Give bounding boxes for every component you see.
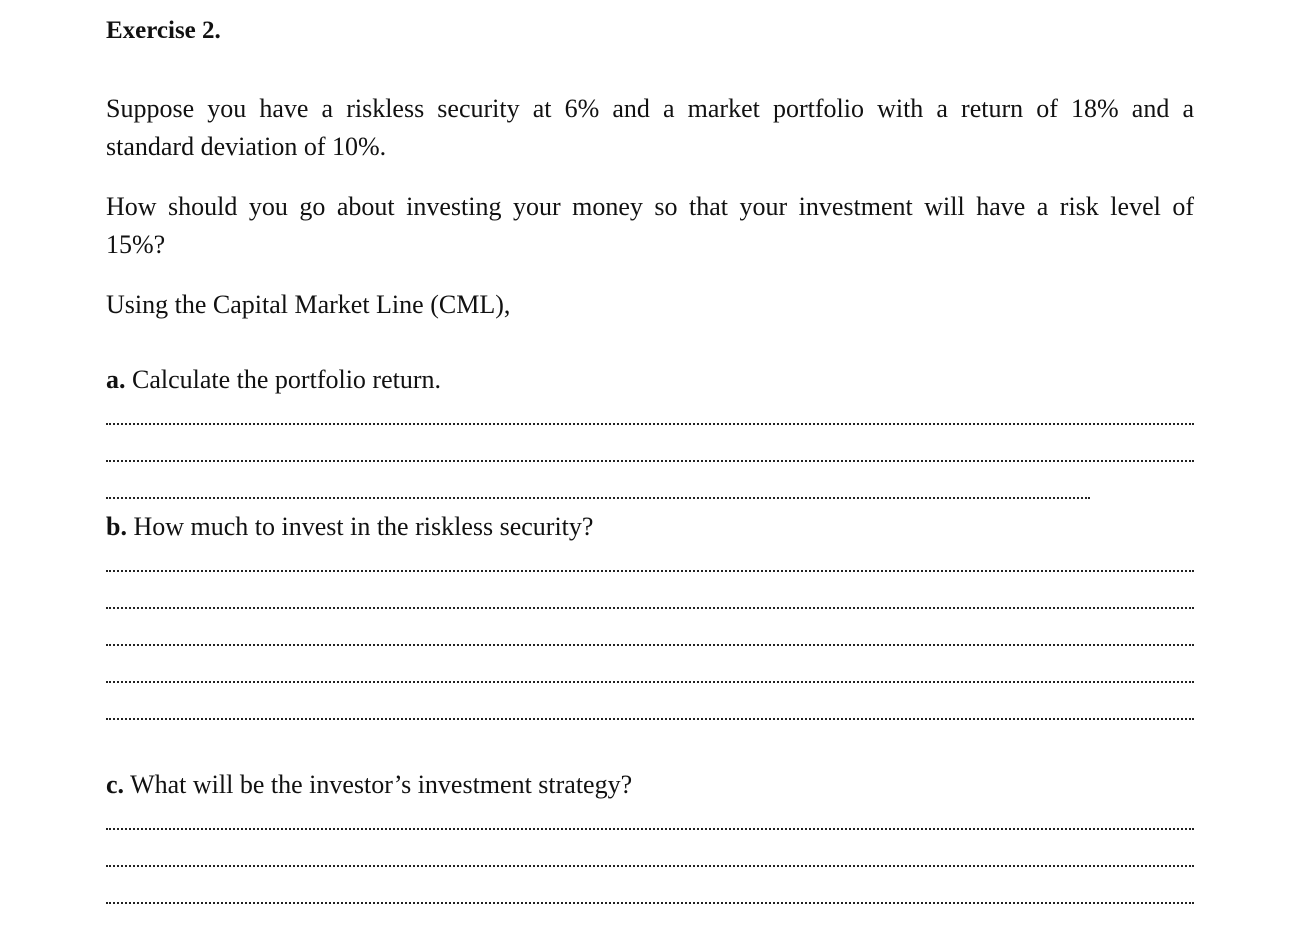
answer-line-b-2[interactable] bbox=[106, 607, 1194, 609]
intro-line-1: Suppose you have a riskless security at 6% and a market portfolio with a return of 18% and a bbox=[106, 94, 1194, 123]
answer-line-b-5[interactable] bbox=[106, 718, 1194, 720]
answer-line-a-3[interactable] bbox=[106, 497, 1090, 499]
answer-line-a-1[interactable] bbox=[106, 423, 1194, 425]
part-c-letter: c. bbox=[106, 770, 125, 799]
part-b-text: How much to invest in the riskless security? bbox=[126, 512, 594, 541]
answer-line-c-1[interactable] bbox=[106, 828, 1194, 830]
part-b-letter: b. bbox=[106, 512, 127, 541]
answer-line-b-1[interactable] bbox=[106, 570, 1194, 572]
intro-line-2: standard deviation of 10%. bbox=[106, 132, 387, 161]
answer-line-a-2[interactable] bbox=[106, 460, 1194, 462]
question-line-2: 15%? bbox=[106, 230, 166, 259]
exercise-title: Exercise 2. bbox=[106, 17, 221, 44]
part-c-text: What will be the investor’s investment strategy? bbox=[124, 770, 633, 799]
question-line-1: How should you go about investing your money so that your investment will have a risk level of bbox=[106, 192, 1194, 221]
part-c-question bbox=[106, 766, 632, 804]
part-b-question bbox=[106, 508, 593, 546]
answer-line-c-3[interactable] bbox=[106, 902, 1194, 904]
answer-line-b-3[interactable] bbox=[106, 644, 1194, 646]
part-a-letter: a. bbox=[106, 365, 126, 394]
part-a-text: Calculate the portfolio return. bbox=[125, 365, 442, 394]
answer-line-c-2[interactable] bbox=[106, 865, 1194, 867]
part-a-question bbox=[106, 361, 441, 399]
cml-instruction: Using the Capital Market Line (CML), bbox=[106, 290, 511, 319]
answer-line-b-4[interactable] bbox=[106, 681, 1194, 683]
